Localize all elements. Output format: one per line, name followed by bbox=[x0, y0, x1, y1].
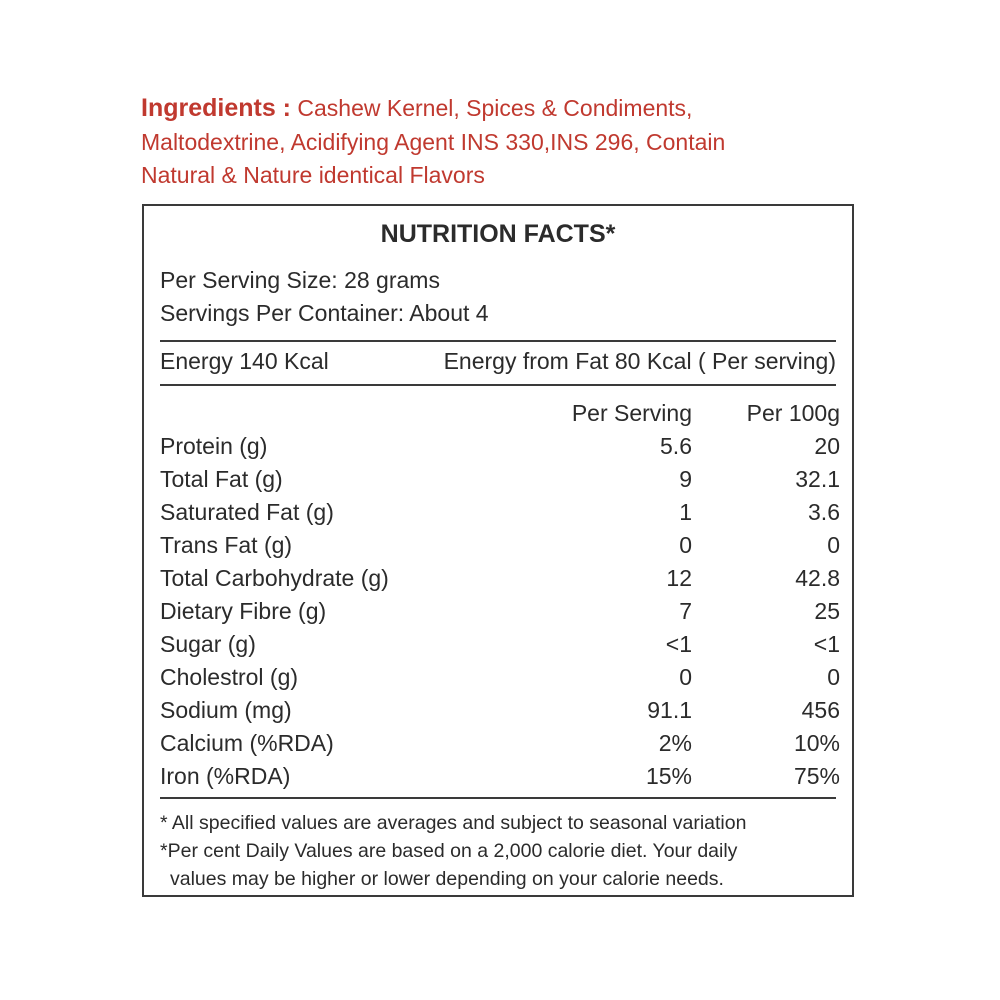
per-serving-value: 12 bbox=[666, 565, 692, 591]
per-100g-value: 10% bbox=[793, 730, 840, 756]
per-100g-value: 3.6 bbox=[808, 499, 840, 525]
per-serving-value: 5.6 bbox=[660, 433, 692, 459]
per-serving-value: 0 bbox=[679, 532, 692, 558]
per-100g-value: 0 bbox=[827, 532, 840, 558]
per-100g-value: 42.8 bbox=[795, 565, 840, 591]
nutrition-facts-title: NUTRITION FACTS* bbox=[380, 220, 616, 248]
ingredients-block bbox=[141, 92, 841, 193]
ingredients-label: Ingredients : bbox=[141, 94, 292, 122]
nutrient-name: Protein (g) bbox=[160, 433, 268, 459]
nutrient-name: Iron (%RDA) bbox=[160, 763, 291, 789]
nutrient-name: Total Carbohydrate (g) bbox=[160, 565, 389, 591]
ingredients-line-1 bbox=[141, 92, 841, 126]
header-per-100g: Per 100g bbox=[746, 400, 840, 426]
table-row bbox=[160, 529, 840, 562]
nutrient-name: Sodium (mg) bbox=[160, 697, 292, 723]
per-100g-value: 75% bbox=[793, 763, 840, 789]
per-serving-value: 91.1 bbox=[647, 697, 692, 723]
divider-top bbox=[160, 340, 836, 342]
per-100g-value: 20 bbox=[814, 433, 840, 459]
table-row bbox=[160, 694, 840, 727]
table-row bbox=[160, 661, 840, 694]
ingredients-line-3: Natural & Nature identical Flavors bbox=[141, 162, 485, 188]
footnote-3: values may be higher or lower depending on your calorie needs. bbox=[170, 868, 724, 890]
per-serving-value: 15% bbox=[645, 763, 692, 789]
nutrient-name: Total Fat (g) bbox=[160, 466, 283, 492]
per-serving-value: 9 bbox=[679, 466, 692, 492]
per-100g-value: 25 bbox=[814, 598, 840, 624]
footnotes bbox=[160, 809, 746, 893]
footnote-2: *Per cent Daily Values are based on a 2,000 calorie diet. Your daily bbox=[160, 840, 738, 862]
nutrition-table bbox=[160, 397, 840, 793]
nutrient-name: Calcium (%RDA) bbox=[160, 730, 334, 756]
table-row bbox=[160, 628, 840, 661]
energy-from-fat: Energy from Fat 80 Kcal ( Per serving) bbox=[443, 348, 836, 374]
ingredients-text-1: Cashew Kernel, Spices & Condiments, bbox=[291, 95, 693, 121]
table-row bbox=[160, 430, 840, 463]
footnote-1: * All specified values are averages and subject to seasonal variation bbox=[160, 812, 747, 834]
per-100g-value: <1 bbox=[813, 631, 840, 657]
nutrient-name: Trans Fat (g) bbox=[160, 532, 293, 558]
divider-energy bbox=[160, 384, 836, 386]
per-serving-value: <1 bbox=[665, 631, 692, 657]
nutrient-name: Dietary Fibre (g) bbox=[160, 598, 327, 624]
nutrient-name: Cholestrol (g) bbox=[160, 664, 299, 690]
table-row bbox=[160, 760, 840, 793]
table-row bbox=[160, 727, 840, 760]
nutrient-name: Sugar (g) bbox=[160, 631, 256, 657]
per-serving-value: 7 bbox=[679, 598, 692, 624]
header-per-serving: Per Serving bbox=[571, 400, 692, 426]
nutrient-name: Saturated Fat (g) bbox=[160, 499, 334, 525]
nutrition-facts-panel bbox=[142, 204, 854, 897]
servings-per-container: Servings Per Container: About 4 bbox=[160, 300, 489, 326]
per-serving-value: 0 bbox=[679, 664, 692, 690]
serving-info bbox=[160, 264, 489, 330]
table-row bbox=[160, 463, 840, 496]
per-serving-value: 1 bbox=[679, 499, 692, 525]
divider-bottom bbox=[160, 797, 836, 799]
per-100g-value: 456 bbox=[801, 697, 840, 723]
energy-value: Energy 140 Kcal bbox=[160, 348, 329, 374]
ingredients-line-2: Maltodextrine, Acidifying Agent INS 330,INS 296, Contain bbox=[141, 128, 726, 155]
serving-size: Per Serving Size: 28 grams bbox=[160, 267, 440, 293]
per-100g-value: 32.1 bbox=[795, 466, 840, 492]
table-header-row bbox=[160, 397, 840, 430]
table-row bbox=[160, 595, 840, 628]
table-row bbox=[160, 562, 840, 595]
per-100g-value: 0 bbox=[827, 664, 840, 690]
table-row bbox=[160, 496, 840, 529]
per-serving-value: 2% bbox=[658, 730, 692, 756]
table-rows bbox=[160, 430, 840, 793]
